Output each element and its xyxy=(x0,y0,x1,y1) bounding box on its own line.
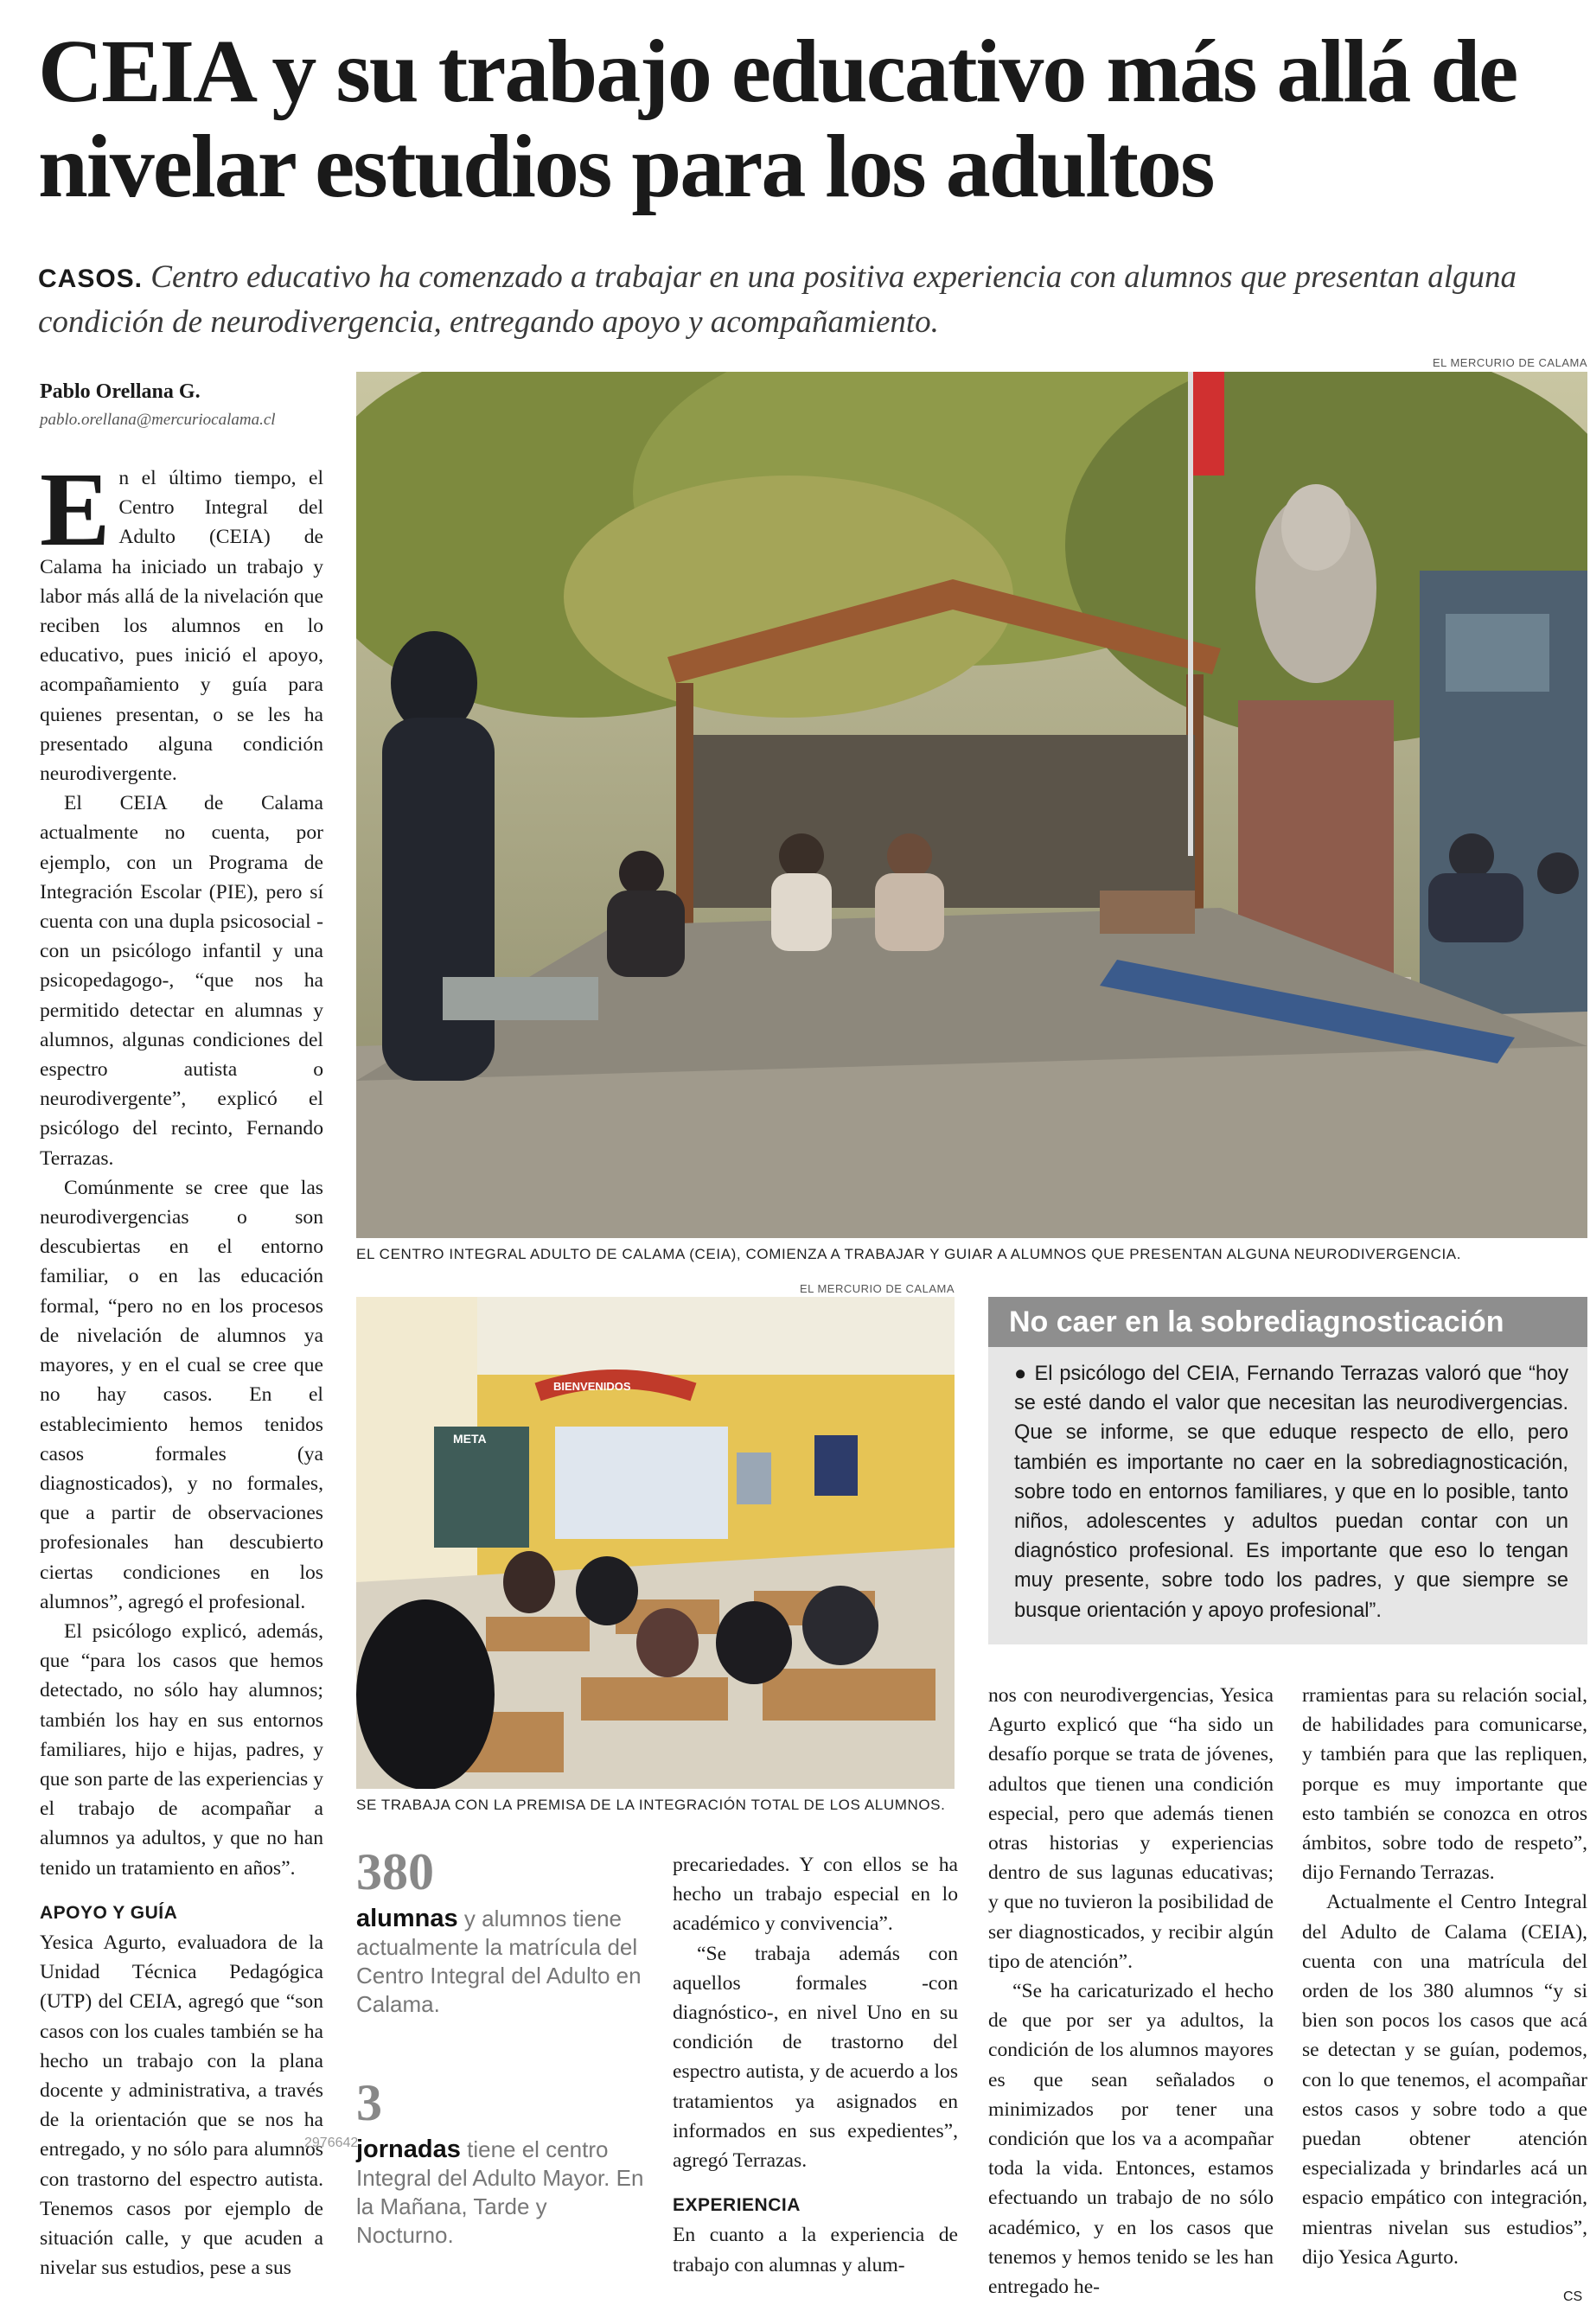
photo2-caption: SE TRABAJA CON LA PREMISA DE LA INTEGRACIÓN TOTAL DE LOS ALUMNOS. xyxy=(356,1797,946,1813)
subhead-apoyo: APOYO Y GUÍA xyxy=(40,1902,178,1923)
watermark: 2976642 xyxy=(304,2136,359,2150)
paragraph: precariedades. Y con ellos se ha hecho un trabajo especial en lo académico y convivencia”. xyxy=(673,1854,958,1936)
stat-number: 3 xyxy=(356,2074,382,2131)
sidebar-title: No caer en la sobrediagnosticación xyxy=(988,1297,1587,1347)
stat-number: 380 xyxy=(356,1843,434,1900)
stat-description: y alumnos tiene actualmente la matrícula del Centro Integral del Adulto en Calama. xyxy=(356,1906,642,2017)
photo1-caption: EL CENTRO INTEGRAL ADULTO DE CALAMA (CEIA), COMIENZA A TRABAJAR Y GUIAR A ALUMNOS QUE PRESENTAN ALGUNA NEURODIVERGENCIA. xyxy=(356,1246,1462,1262)
article-column-1 xyxy=(40,451,323,2282)
stat-description: tiene el centro Integral del Adulto Mayor. En la Mañana, Tarde y Nocturno. xyxy=(356,2136,644,2248)
stat-text xyxy=(356,2136,650,2250)
classroom-illustration xyxy=(356,1297,955,1789)
byline-email: pablo.orellana@mercuriocalama.cl xyxy=(40,411,276,429)
paragraph: El psicólogo explicó, además, que “para los casos que hemos detectado, no sólo hay alumnos; también los hay en sus entornos familiares, hijo e hijas, padres, y que son parte de las experiencias y el trabajo de acompañar a alumnos ya adultos, y que no han tenido un tratamiento en años”. xyxy=(40,1619,323,1880)
bullet-icon: ● xyxy=(1014,1363,1028,1385)
article-column-5 xyxy=(1302,1681,1587,2272)
paragraph: “Se ha caricaturizado el hecho de que por ser ya adultos, la condición de los alumnos mayores es que sean señalados o minimizados por tener una condición que los va a acompañar toda la vida. Entonces, estamos efectuando un trabajo de no sólo académico, y en los casos que tenemos y hemos tenido se les han entregado he- xyxy=(988,1980,1274,2299)
byline-name: Pablo Orellana G. xyxy=(40,380,201,403)
paragraph: Actualmente el Centro Integral del Adulto de Calama (CEIA), cuenta con una matrícula del orden de los 380 alumnos “y si bien son pocos los casos que acá se detectan y se guían, podemos, con lo que tenemos, el acompañar estos casos y sobre todo a que puedan obtener atención especializada y brindarles acá un espacio empático con integración, mientras nivelan sus estudios”, dijo Yesica Agurto. xyxy=(1302,1891,1587,2269)
classroom-banner: BIENVENIDOS xyxy=(553,1380,631,1393)
sidebar-text: El psicólogo del CEIA, Fernando Terrazas valoró que “hoy se esté dando el valor que necesitan las neurodivergencias. Que se informe, se que eduque respecto de ello, pero también es importante no caer en la sobrediagnosticación, sobre todo en entornos familiares, y que en lo posible, tanto niños, adolescentes y adultos puedan contar con un diagnóstico profesional. Es importante que eso lo tengan muy presente, sobre todo los padres, y que siempre se busque orientación y apoyo profesional”. xyxy=(1014,1363,1568,1622)
paragraph: Comúnmente se cree que las neurodivergencias o son descubiertas en el entorno familiar, o en las educación formal, “pero no en los procesos de nivelación de alumnos ya mayores, y en el cual se cree que no hay casos. En el establecimiento hemos tenidos casos formales (ya diagnosticados), y no formales, que a partir de observaciones profesionales han descubierto ciertas condiciones en los alumnos”, agregó el profesional. xyxy=(40,1176,323,1613)
drop-cap: E xyxy=(40,451,111,568)
courtyard-photo xyxy=(356,372,1587,1238)
stat-box xyxy=(356,1844,650,2019)
photo-credit: EL MERCURIO DE CALAMA xyxy=(799,1282,955,1295)
article-column-3 xyxy=(673,1850,958,2280)
paragraph: Yesica Agurto, evaluadora de la Unidad Técnica Pedagógica (UTP) del CEIA, agregó que “son casos con los cuales también se ha hecho un trabajo con la plana docente y administrativa, a través de la orientación que se nos ha entregado, y no sólo para alumnos con trastorno del espectro autista. Tenemos casos por ejemplo de situación calle, y que acuden a nivelar sus estudios, pese a sus xyxy=(40,1931,323,2280)
paragraph: rramientas para su relación social, de habilidades para comunicarse, y también para que las repliquen, porque es muy importante que esto también se conozca en otros ámbitos, sobre todo de respeto”, dijo Fernando Terrazas. xyxy=(1302,1684,1587,1885)
subhead-experiencia: EXPERIENCIA xyxy=(673,2195,801,2216)
paragraph: En cuanto a la experiencia de trabajo con alumnas y alum- xyxy=(673,2224,958,2276)
dek-kicker: CASOS. xyxy=(38,265,144,293)
paragraph: nos con neurodivergencias, Yesica Agurto explicó que “ha sido un desafío porque se trata de jóvenes, adultos que tienen una condición especial, pero que además tienen otras historias y experiencias dentro de sus lagunas educativas; y que no tuvieron la posibilidad de ser diagnosticados, y recibir algún tipo de atención”. xyxy=(988,1684,1274,1973)
headline: CEIA y su trabajo educativo más allá de nivelar estudios para los adultos xyxy=(38,22,1517,216)
stat-bold: jornadas xyxy=(356,2136,461,2163)
sidebar-box xyxy=(988,1297,1587,1644)
dek-text: Centro educativo ha comenzado a trabajar en una positiva experiencia con alumnos que presentan alguna condición de neurodivergencia, entregando apoyo y acompañamiento. xyxy=(38,259,1517,340)
classroom-sign: META xyxy=(453,1432,487,1446)
sidebar-body xyxy=(988,1347,1587,1625)
stat-bold: alumnas xyxy=(356,1905,458,1932)
photo-credit: EL MERCURIO DE CALAMA xyxy=(1432,356,1587,369)
end-mark: CS xyxy=(1563,2289,1583,2304)
stat-text xyxy=(356,1905,650,2019)
paragraph: El CEIA de Calama actualmente no cuenta, por ejemplo, con un Programa de Integración Escolar (PIE), pero sí cuenta con una dupla psicosocial -con un psicólogo infantil y una psicopedagogo-, “que nos ha permitido detectar en alumnas y alumnos, algunas condiciones del espectro autista o neurodivergente”, explicó el psicólogo del recinto, Fernando Terrazas. xyxy=(40,792,323,1170)
article-column-4 xyxy=(988,1681,1274,2302)
paragraph: “Se trabaja además con aquellos formales -con diagnóstico-, en nivel Uno en su condición de trastorno del espectro autista, y de acuerdo a los tratamientos ya asignados en informados en sus expedientes”, agregó Terrazas. xyxy=(673,1942,958,2173)
byline xyxy=(40,380,325,430)
paragraph: n el último tiempo, el Centro Integral del Adulto (CEIA) de Calama ha iniciado un trabajo y labor más allá de la nivelación que reciben los alumnos en lo educativo, pues inició el apoyo, acompañamiento y guía para quienes presentan, o se les ha presentado alguna condición neurodivergente. xyxy=(40,467,323,786)
dek xyxy=(38,256,1560,344)
stat-box xyxy=(356,2075,650,2250)
classroom-photo xyxy=(356,1297,955,1789)
courtyard-illustration xyxy=(356,372,1587,1238)
